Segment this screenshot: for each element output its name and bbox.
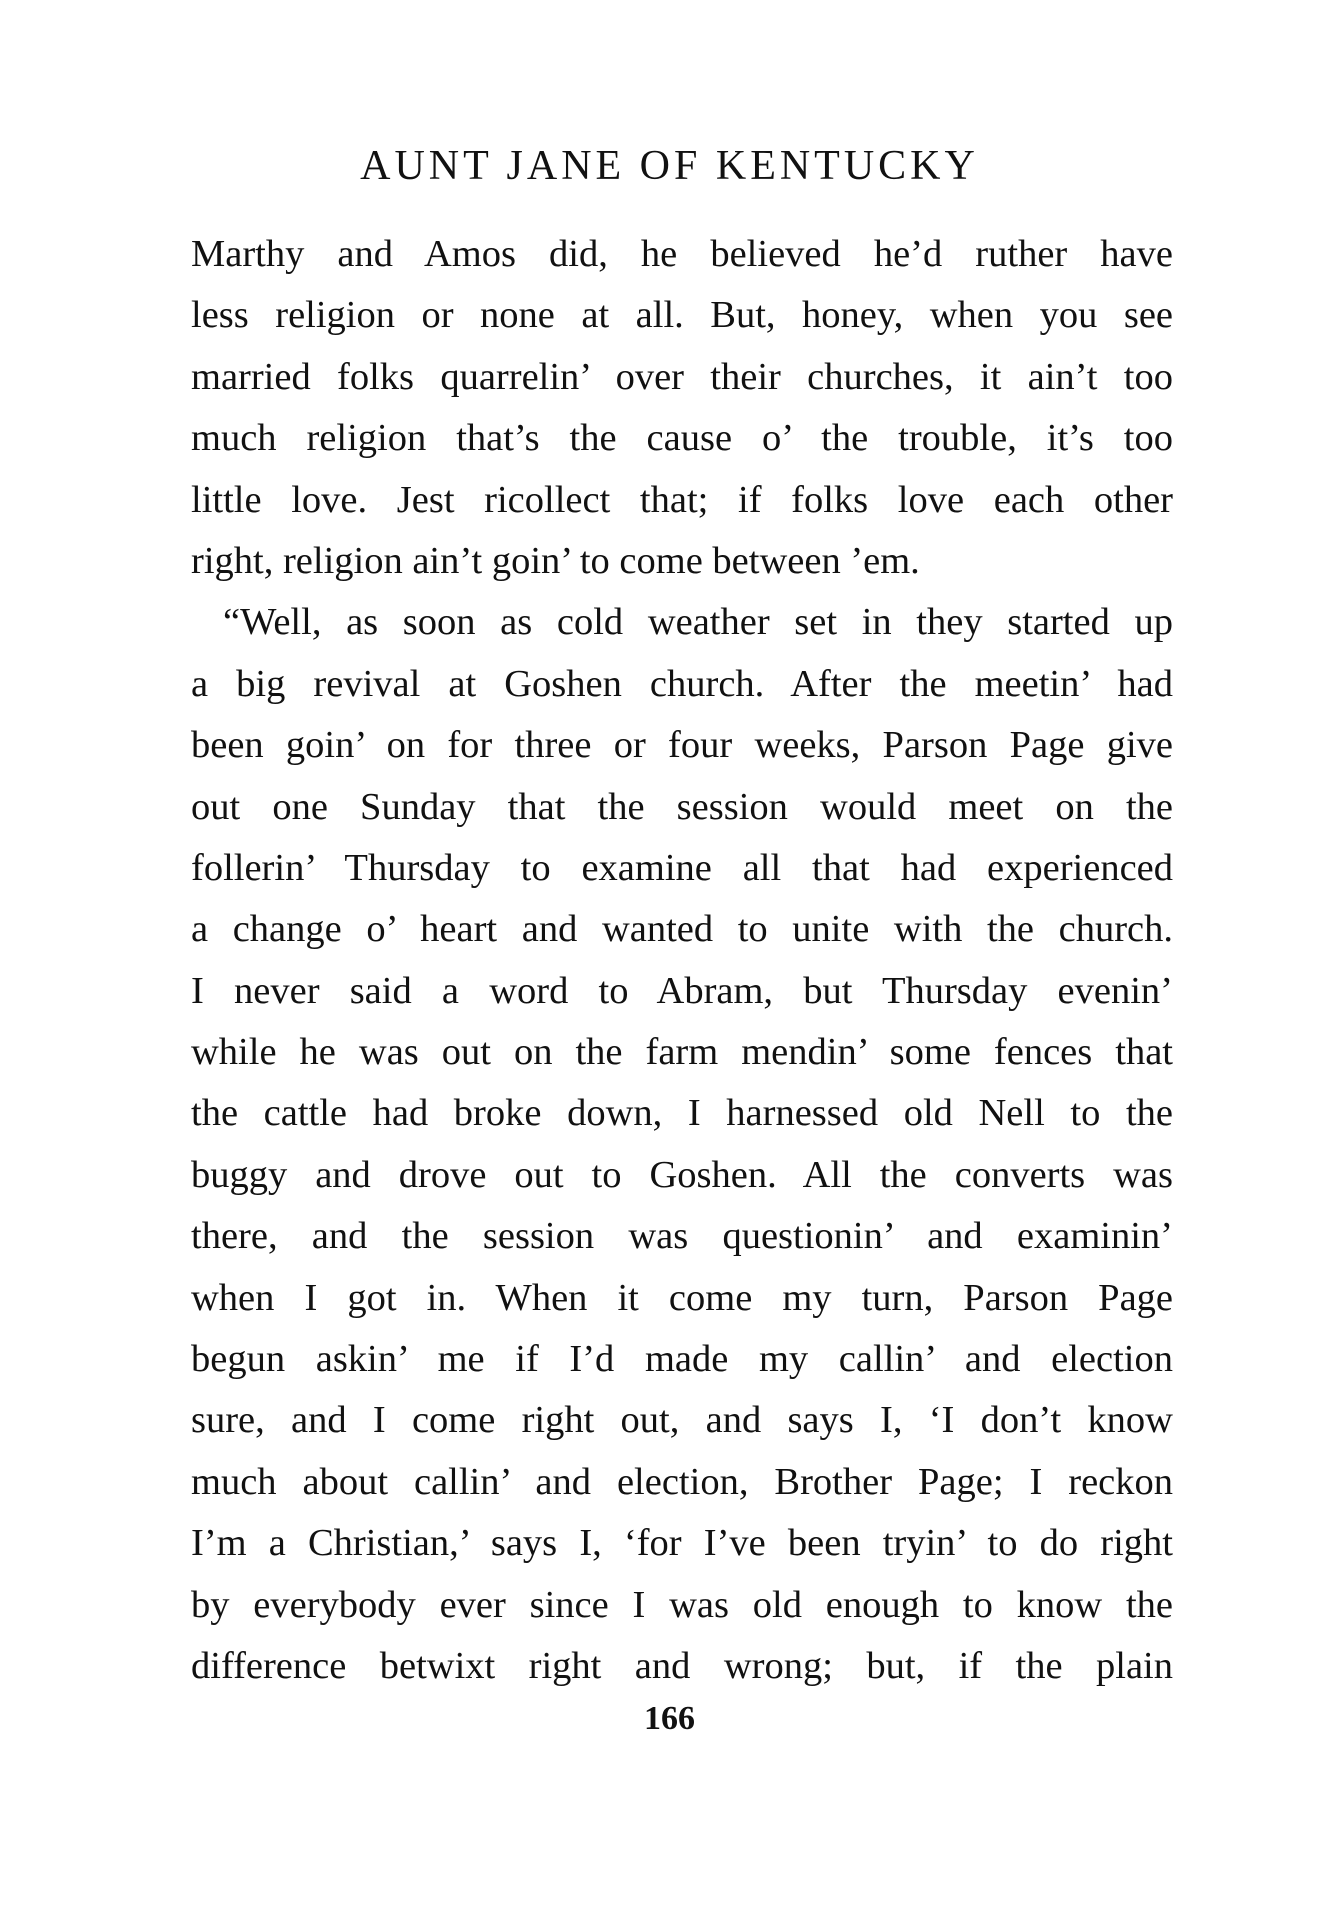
body-text bbox=[191, 224, 1173, 1697]
text-line: difference betwixt right and wrong; but, if the plain bbox=[191, 1644, 1173, 1687]
running-head: AUNT JANE OF KENTUCKY bbox=[360, 143, 979, 189]
text-line: much religion that’s the cause o’ the trouble, it’s too bbox=[191, 417, 1173, 460]
text-line: there, and the session was questionin’ and examinin’ bbox=[191, 1215, 1173, 1258]
text-line: the cattle had broke down, I harnessed old Nell to the bbox=[191, 1092, 1173, 1135]
text-line: right, religion ain’t goin’ to come between ’em. bbox=[191, 539, 920, 582]
text-line: married folks quarrelin’ over their churches, it ain’t too bbox=[191, 355, 1173, 398]
text-line: little love. Jest ricollect that; if folks love each other bbox=[191, 478, 1173, 521]
text-line: follerin’ Thursday to examine all that had experienced bbox=[191, 846, 1173, 889]
text-line: I never said a word to Abram, but Thursday evenin’ bbox=[191, 969, 1173, 1012]
text-line: while he was out on the farm mendin’ some fences that bbox=[191, 1031, 1173, 1074]
text-line: out one Sunday that the session would meet on the bbox=[191, 785, 1173, 828]
text-line: “Well, as soon as cold weather set in they started up bbox=[223, 601, 1173, 644]
text-line: much about callin’ and election, Brother Page; I reckon bbox=[191, 1460, 1173, 1503]
text-line: a big revival at Goshen church. After the meetin’ had bbox=[191, 662, 1173, 705]
text-line: I’m a Christian,’ says I, ‘for I’ve been tryin’ to do right bbox=[191, 1522, 1173, 1565]
page-number: 166 bbox=[644, 1700, 695, 1737]
text-line: been goin’ on for three or four weeks, Parson Page give bbox=[191, 724, 1173, 767]
text-line: sure, and I come right out, and says I, ‘I don’t know bbox=[191, 1399, 1173, 1442]
text-line: less religion or none at all. But, honey, when you see bbox=[191, 294, 1173, 337]
text-line: buggy and drove out to Goshen. All the converts was bbox=[191, 1153, 1173, 1196]
text-line: a change o’ heart and wanted to unite with the church. bbox=[191, 908, 1173, 951]
text-line: when I got in. When it come my turn, Parson Page bbox=[191, 1276, 1173, 1319]
text-line: by everybody ever since I was old enough to know the bbox=[191, 1583, 1173, 1626]
text-line: begun askin’ me if I’d made my callin’ and election bbox=[191, 1338, 1173, 1381]
text-line: Marthy and Amos did, he believed he’d ruther have bbox=[191, 233, 1173, 275]
